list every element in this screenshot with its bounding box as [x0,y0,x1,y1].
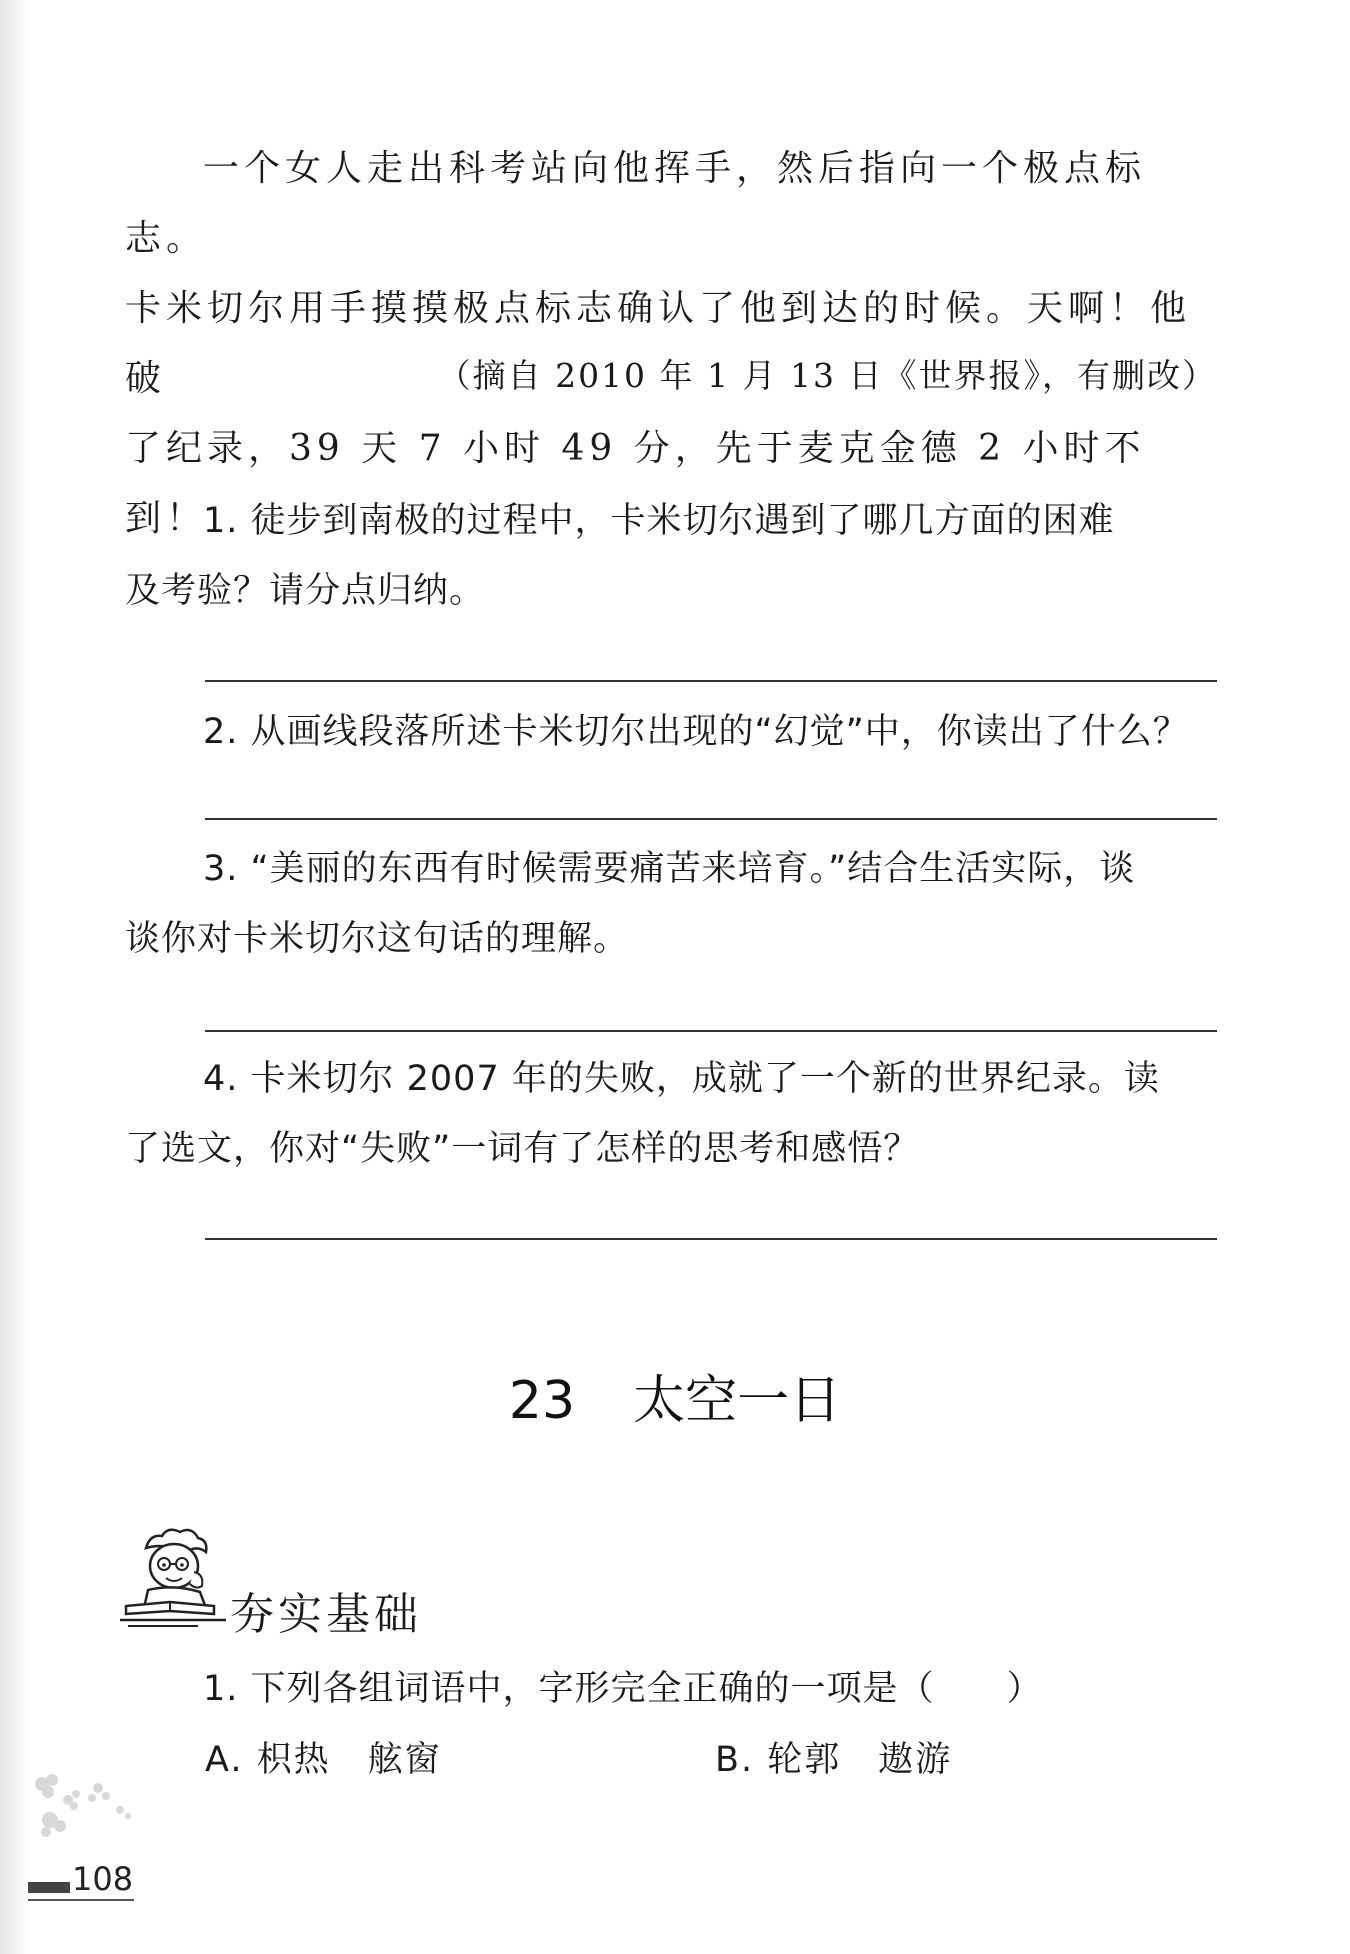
page-number: 108 [72,1860,134,1898]
story-line: 一个女人走出科考站向他挥手，然后指向一个极点标志。 [125,148,1147,259]
page-number-block [28,1860,134,1900]
answer-line-4[interactable] [205,1238,1217,1240]
option-a[interactable]: A. 枳热 舷窗 [205,1740,442,1780]
story-line: 卡米切尔用手摸摸极点标志确认了他到达的时候。天啊！他破 [125,288,1192,399]
question-1 [125,486,1225,626]
page-edge-shadow [0,0,30,1954]
section-heading [118,1520,518,1640]
answer-line-1[interactable] [205,680,1217,682]
exercise-question-1 [125,1654,1225,1724]
question-text: 3. “美丽的东西有时候需要痛苦来培育。”结合生活实际，谈 [203,849,1136,889]
page-number-rule [28,1899,134,1901]
option-b[interactable]: B. 轮郭 遨游 [715,1740,953,1780]
question-text: 谈你对卡米切尔这句话的理解。 [125,919,630,959]
question-text: 4. 卡米切尔 2007 年的失败，成就了一个新的世界纪录。读 [203,1059,1160,1099]
answer-line-3[interactable] [205,1030,1217,1032]
question-2 [125,697,1225,767]
lesson-number: 23 [508,1371,576,1431]
answer-line-2[interactable] [205,818,1217,820]
question-text: 2. 从画线段落所述卡米切尔出现的“幻觉”中，你读出了什么？ [203,712,1189,752]
question-text: 1. 徒步到南极的过程中，卡米切尔遇到了哪几方面的困难 [203,501,1115,541]
floral-decoration-icon [28,1770,138,1860]
question-text: 及考验？请分点归纳。 [125,571,486,611]
source-citation: （摘自 2010 年 1 月 13 日《世界报》，有删改） [437,356,1217,395]
question-3 [125,834,1225,974]
section-label: 夯实基础 [230,1589,422,1640]
page-number-bar [28,1882,70,1893]
question-text: 1. 下列各组词语中，字形完全正确的一项是（ ） [203,1669,1043,1709]
question-text: 了选文，你对“失败”一词有了怎样的思考和感悟？ [125,1129,920,1169]
question-4 [125,1044,1225,1184]
story-line: 了纪录，39 天 7 小时 49 分，先于麦克金德 2 小时不到！ [125,428,1146,539]
lesson-title [0,1358,1350,1433]
lesson-name: 太空一日 [633,1371,842,1431]
reading-boy-icon [118,1520,228,1630]
